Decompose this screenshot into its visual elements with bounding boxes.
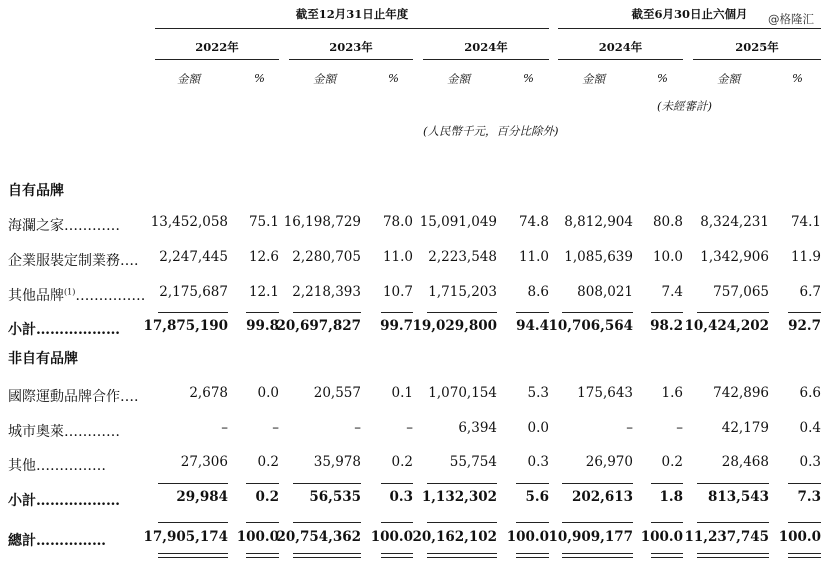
percent-cell: 0.4 (799, 420, 821, 436)
leader-dots: ………… (64, 424, 120, 440)
pct-header: % (523, 71, 534, 85)
amount-cell: 2,218,393 (292, 284, 361, 300)
amount-cell: 28,468 (721, 454, 769, 470)
percent-cell: 100.0 (778, 529, 821, 545)
amount-cell: 10,909,177 (548, 529, 633, 545)
amount-cell: – (626, 420, 633, 436)
subtotal-rule (788, 483, 821, 484)
row-label-text: 其他 (8, 458, 36, 474)
amount-cell: 19,029,800 (412, 318, 497, 334)
subtotal-rule (158, 312, 228, 313)
total-rule (293, 522, 361, 523)
total-rule (427, 522, 497, 523)
percent-cell: 0.1 (391, 385, 413, 401)
amount-header: 金額 (313, 72, 336, 86)
amount-cell: 15,091,049 (419, 214, 497, 230)
row-label-text: 小計 (8, 322, 36, 338)
total-double-rule (293, 553, 361, 554)
total-double-rule (651, 553, 683, 554)
leader-dots: …. (120, 253, 139, 269)
percent-cell: 100.0 (506, 529, 549, 545)
total-double-rule (293, 557, 361, 558)
amount-cell: – (354, 420, 361, 436)
percent-cell: 0.3 (389, 489, 413, 505)
percent-cell: 11.0 (382, 249, 413, 265)
total-rule (158, 522, 228, 523)
row-label (8, 421, 120, 441)
percent-cell: 98.2 (650, 318, 683, 334)
amount-cell: 17,905,174 (143, 529, 228, 545)
year-header-2022: 2022年 (195, 40, 239, 54)
row-label (8, 215, 120, 235)
leader-dots: ……………… (36, 493, 120, 509)
total-double-rule (381, 557, 413, 558)
amount-cell: 742,896 (713, 385, 769, 401)
total-rule (651, 522, 683, 523)
row-label-text: 海瀾之家 (8, 218, 64, 234)
amount-cell: 20,754,362 (276, 529, 361, 545)
percent-cell: 94.4 (516, 318, 549, 334)
year-header-2024-h1: 2024年 (598, 40, 643, 54)
year-rule (693, 59, 821, 60)
amount-cell: 6,394 (458, 420, 497, 436)
amount-cell: 757,065 (713, 284, 769, 300)
footnote-marker: (1) (64, 287, 76, 297)
watermark: @格隆汇 (768, 12, 814, 26)
subtotal-rule (293, 312, 361, 313)
percent-cell: 10.7 (382, 284, 413, 300)
total-double-rule (246, 557, 279, 558)
total-rule (516, 522, 549, 523)
amount-header: 金額 (177, 72, 200, 86)
amount-cell: 1,715,203 (428, 284, 497, 300)
amount-cell: 26,970 (585, 454, 633, 470)
subtotal-rule (246, 483, 279, 484)
percent-cell: 99.8 (246, 318, 279, 334)
row-label (8, 530, 106, 550)
row-label-text: 總計 (8, 533, 36, 549)
percent-cell: 100.0 (640, 529, 683, 545)
subtotal-rule (293, 483, 361, 484)
amount-cell: 35,978 (313, 454, 361, 470)
amount-cell: 1,132,302 (421, 489, 497, 505)
amount-cell: 13,452,058 (150, 214, 228, 230)
percent-cell: 80.8 (652, 214, 683, 230)
percent-cell: 5.6 (525, 489, 549, 505)
total-double-rule (562, 553, 633, 554)
row-label (8, 455, 106, 475)
amount-cell: 2,223,548 (428, 249, 497, 265)
total-double-rule (158, 553, 228, 554)
subtotal-rule (427, 483, 497, 484)
total-double-rule (788, 553, 821, 554)
percent-cell: 10.0 (652, 249, 683, 265)
percent-cell: 7.4 (661, 284, 683, 300)
amount-header: 金額 (582, 72, 605, 86)
percent-cell: 99.7 (380, 318, 413, 334)
pct-header: % (657, 71, 668, 85)
percent-cell: 100.0 (370, 529, 413, 545)
subtotal-rule (381, 312, 413, 313)
unit-note: (人民幣千元，百分比除外) (423, 124, 559, 138)
subtotal-rule (562, 312, 633, 313)
row-label-text: 小計 (8, 493, 36, 509)
row-label-text: 國際運動品牌合作 (8, 389, 120, 405)
subtotal-rule (246, 312, 279, 313)
subtotal-rule (697, 483, 769, 484)
total-double-rule (562, 557, 633, 558)
amount-cell: 20,697,827 (276, 318, 361, 334)
amount-cell: 10,424,202 (684, 318, 769, 334)
amount-cell: 29,984 (176, 489, 228, 505)
percent-cell: 100.0 (236, 529, 279, 545)
leader-dots: ……………… (36, 322, 120, 338)
percent-cell: – (272, 420, 279, 436)
leader-dots: …. (120, 389, 139, 405)
amount-cell: 56,535 (309, 489, 361, 505)
subtotal-rule (651, 483, 683, 484)
total-double-rule (788, 557, 821, 558)
amount-cell: 2,175,687 (159, 284, 228, 300)
row-label-text: 城市奧萊 (8, 424, 64, 440)
percent-cell: 12.1 (248, 284, 279, 300)
amount-cell: 11,237,745 (684, 529, 769, 545)
amount-cell: 8,812,904 (564, 214, 633, 230)
amount-cell: 202,613 (571, 489, 633, 505)
amount-cell: 42,179 (721, 420, 769, 436)
total-rule (246, 522, 279, 523)
group-half-rule (558, 28, 821, 29)
percent-cell: 0.2 (255, 489, 279, 505)
total-rule (562, 522, 633, 523)
amount-cell: 55,754 (449, 454, 497, 470)
year-rule (155, 59, 279, 60)
amount-cell: 20,162,102 (412, 529, 497, 545)
leader-dots: …………… (36, 533, 106, 549)
amount-cell: 2,247,445 (159, 249, 228, 265)
subtotal-rule (697, 312, 769, 313)
percent-cell: – (676, 420, 683, 436)
amount-cell: 1,070,154 (428, 385, 497, 401)
percent-cell: 78.0 (382, 214, 413, 230)
row-label-text: 其他品牌 (8, 288, 64, 304)
percent-cell: 5.3 (527, 385, 549, 401)
percent-cell: 1.8 (659, 489, 683, 505)
percent-cell: 0.3 (799, 454, 821, 470)
total-double-rule (381, 553, 413, 554)
subtotal-rule (788, 312, 821, 313)
group-year-rule (155, 28, 549, 29)
amount-cell: 1,342,906 (700, 249, 769, 265)
amount-cell: 813,543 (707, 489, 769, 505)
amount-cell: 27,306 (180, 454, 228, 470)
total-double-rule (516, 557, 549, 558)
percent-cell: – (406, 420, 413, 436)
year-rule (558, 59, 683, 60)
amount-cell: 2,678 (189, 385, 228, 401)
subtotal-rule (381, 483, 413, 484)
total-double-rule (427, 553, 497, 554)
total-double-rule (697, 557, 769, 558)
amount-cell: 2,280,705 (292, 249, 361, 265)
percent-cell: 7.3 (797, 489, 821, 505)
percent-cell: 92.7 (788, 318, 821, 334)
total-rule (381, 522, 413, 523)
percent-cell: 8.6 (527, 284, 549, 300)
amount-cell: 8,324,231 (700, 214, 769, 230)
section-title: 自有品牌 (8, 183, 64, 199)
percent-cell: 1.6 (661, 385, 683, 401)
amount-cell: – (221, 420, 228, 436)
row-label (8, 319, 120, 339)
unaudited-note: (未經審計) (657, 99, 712, 113)
total-double-rule (158, 557, 228, 558)
row-label-text: 企業服裝定制業務 (8, 253, 120, 269)
total-double-rule (651, 557, 683, 558)
percent-cell: 0.0 (257, 385, 279, 401)
percent-cell: 0.2 (661, 454, 683, 470)
section-title: 非自有品牌 (8, 351, 78, 367)
percent-cell: 12.6 (248, 249, 279, 265)
year-header-2023: 2023年 (329, 40, 373, 54)
amount-cell: 17,875,190 (143, 318, 228, 334)
year-header-2024: 2024年 (464, 40, 508, 54)
subtotal-rule (516, 483, 549, 484)
total-double-rule (697, 553, 769, 554)
header-group-year: 截至12月31日止年度 (295, 7, 409, 21)
pct-header: % (388, 71, 399, 85)
leader-dots: ………… (64, 218, 120, 234)
percent-cell: 0.0 (527, 420, 549, 436)
total-double-rule (427, 557, 497, 558)
amount-cell: 1,085,639 (564, 249, 633, 265)
amount-header: 金額 (717, 72, 740, 86)
subtotal-rule (427, 312, 497, 313)
subtotal-rule (516, 312, 549, 313)
total-rule (788, 522, 821, 523)
percent-cell: 75.1 (248, 214, 279, 230)
percent-cell: 74.8 (518, 214, 549, 230)
amount-cell: 16,198,729 (283, 214, 361, 230)
leader-dots: …………… (75, 288, 146, 304)
year-rule (423, 59, 549, 60)
total-double-rule (246, 553, 279, 554)
amount-cell: 10,706,564 (548, 318, 633, 334)
year-rule (289, 59, 413, 60)
subtotal-rule (651, 312, 683, 313)
percent-cell: 6.6 (799, 385, 821, 401)
amount-cell: 20,557 (313, 385, 361, 401)
percent-cell: 11.9 (790, 249, 821, 265)
amount-cell: 808,021 (577, 284, 633, 300)
header-group-half: 截至6月30日止六個月 (631, 7, 748, 21)
percent-cell: 0.2 (257, 454, 279, 470)
pct-header: % (792, 71, 803, 85)
total-rule (697, 522, 769, 523)
pct-header: % (254, 71, 265, 85)
leader-dots: …………… (36, 458, 106, 474)
percent-cell: 0.2 (391, 454, 413, 470)
amount-header: 金額 (447, 72, 470, 86)
percent-cell: 11.0 (518, 249, 549, 265)
percent-cell: 0.3 (527, 454, 549, 470)
amount-cell: 175,643 (577, 385, 633, 401)
subtotal-rule (158, 483, 228, 484)
percent-cell: 6.7 (799, 284, 821, 300)
row-label (8, 490, 120, 510)
total-double-rule (516, 553, 549, 554)
percent-cell: 74.1 (790, 214, 821, 230)
year-header-2025-h1: 2025年 (735, 40, 779, 54)
subtotal-rule (562, 483, 633, 484)
